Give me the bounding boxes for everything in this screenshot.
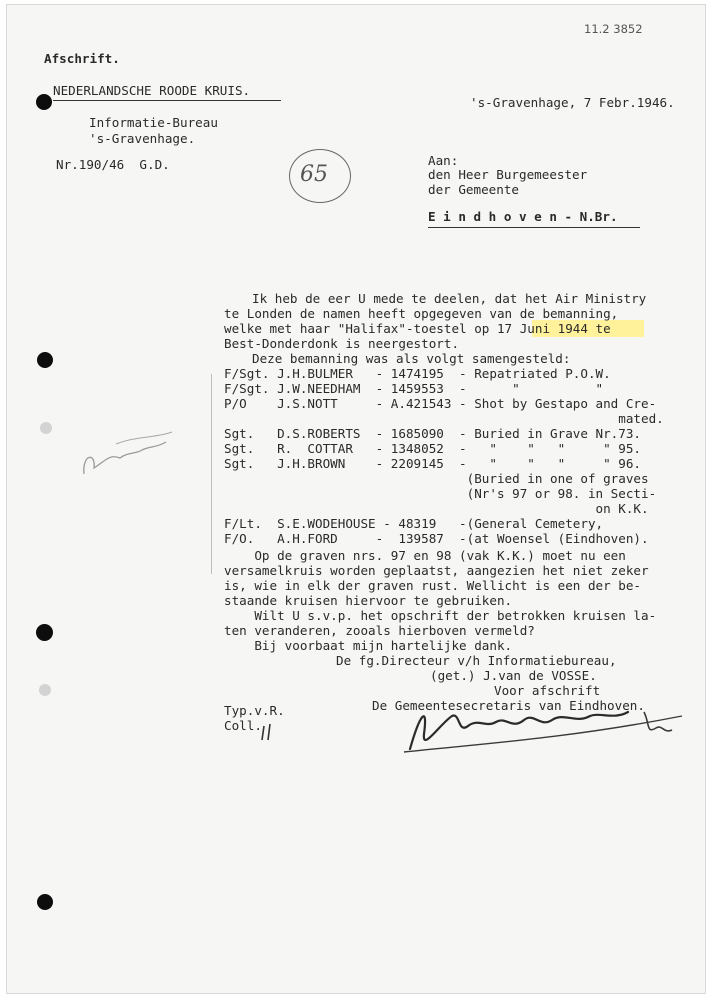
reference-number: Nr.190/46 G.D. [56, 157, 170, 172]
crew-row: Sgt. R. COTTAR - 1348052 - " " " " 95. [224, 441, 642, 456]
typist-initials: Typ.v.R. [224, 703, 285, 718]
crew-row: Sgt. D.S.ROBERTS - 1685090 - Buried in Grave Nr.73. [224, 426, 642, 441]
closing-line-3: is, wie in elk der graven rust. Wellicht is een der be- [224, 578, 642, 593]
closing-line-5: Wilt U s.v.p. het opschrift der betrokken kruisen la- [224, 608, 657, 623]
archive-reference: 11.2 3852 [584, 22, 643, 36]
crew-row: F/Sgt. J.H.BULMER - 1474195 - Repatriated P.O.W. [224, 366, 611, 381]
crew-row: P/O J.S.NOTT - A.421543 - Shot by Gestapo and Cre- [224, 396, 657, 411]
margin-scribble [76, 424, 176, 484]
body-line-2: te Londen de namen heeft opgegeven van de bemanning, [224, 306, 619, 321]
crew-row: F/Sgt. J.W.NEEDHAM - 1459553 - " " [224, 381, 604, 396]
punch-hole-top [36, 94, 52, 110]
crew-row: (Nr's 97 or 98. in Secti- [224, 486, 657, 501]
signature-line-4: De Gemeentesecretaris van Eindhoven. [372, 698, 645, 713]
bureau-city: 's-Gravenhage. [89, 131, 196, 146]
handwritten-signature [400, 694, 690, 764]
signature-line-2: (get.) J.van de VOSSE. [430, 668, 597, 683]
crew-row: (Buried in one of graves [224, 471, 649, 486]
closing-line-6: ten veranderen, zooals hierboven vermeld? [224, 623, 535, 638]
punch-hole-lower-mid [36, 624, 53, 641]
stamp-number: 65 [300, 162, 328, 187]
addressee-city: E i n d h o v e n - N.Br. [428, 209, 618, 224]
closing-line-1: Op de graven nrs. 97 en 98 (vak K.K.) moet nu een [224, 548, 626, 563]
addressee-line-2: den Heer Burgemeester [428, 167, 588, 182]
signature-line-1: De fg.Directeur v/h Informatiebureau, [336, 653, 617, 668]
coll-initial-mark [260, 722, 280, 744]
addressee-line-1: Aan: [428, 153, 459, 168]
organisation-underline [53, 100, 281, 101]
bureau-name: Informatie-Bureau [89, 115, 218, 130]
crew-row: Sgt. J.H.BROWN - 2209145 - " " " " 96. [224, 456, 642, 471]
addressee-line-3: der Gemeente [428, 182, 519, 197]
place-date: 's-Gravenhage, 7 Febr.1946. [470, 95, 675, 110]
crew-row: on K.K. [224, 501, 649, 516]
closing-line-7: Bij voorbaat mijn hartelijke dank. [224, 638, 513, 653]
closing-line-2: versamelkruis worden geplaatst, aangezien het niet zeker [224, 563, 649, 578]
body-line-3: welke met haar "Halifax"-toestel op 17 Juni 1944 te [224, 321, 611, 336]
organisation-name: NEDERLANDSCHE ROODE KRUIS. [53, 83, 251, 98]
document-page [6, 4, 706, 994]
punch-hole-faint-2 [39, 684, 51, 696]
closing-line-4: staande kruisen hiervoor te gebruiken. [224, 593, 513, 608]
coll-note: Coll. [224, 718, 262, 733]
body-line-4: Best-Donderdonk is neergestort. [224, 336, 460, 351]
punch-hole-upper-mid [37, 352, 53, 368]
crew-intro: Deze bemanning was als volgt samengesteld: [252, 351, 571, 366]
punch-hole-bottom [37, 894, 53, 910]
body-line-1: Ik heb de eer U mede te deelen, dat het Air Ministry [252, 291, 647, 306]
crew-row: F/O. A.H.FORD - 139587 -(at Woensel (Eindhoven). [224, 531, 649, 546]
addressee-underline [428, 227, 640, 228]
crew-row: mated. [224, 411, 664, 426]
document-type: Afschrift. [44, 51, 120, 66]
margin-bracket-line [211, 374, 212, 574]
signature-line-3: Voor afschrift [494, 683, 601, 698]
crew-row: F/Lt. S.E.WODEHOUSE - 48319 -(General Cemetery, [224, 516, 604, 531]
punch-hole-faint-1 [40, 422, 52, 434]
